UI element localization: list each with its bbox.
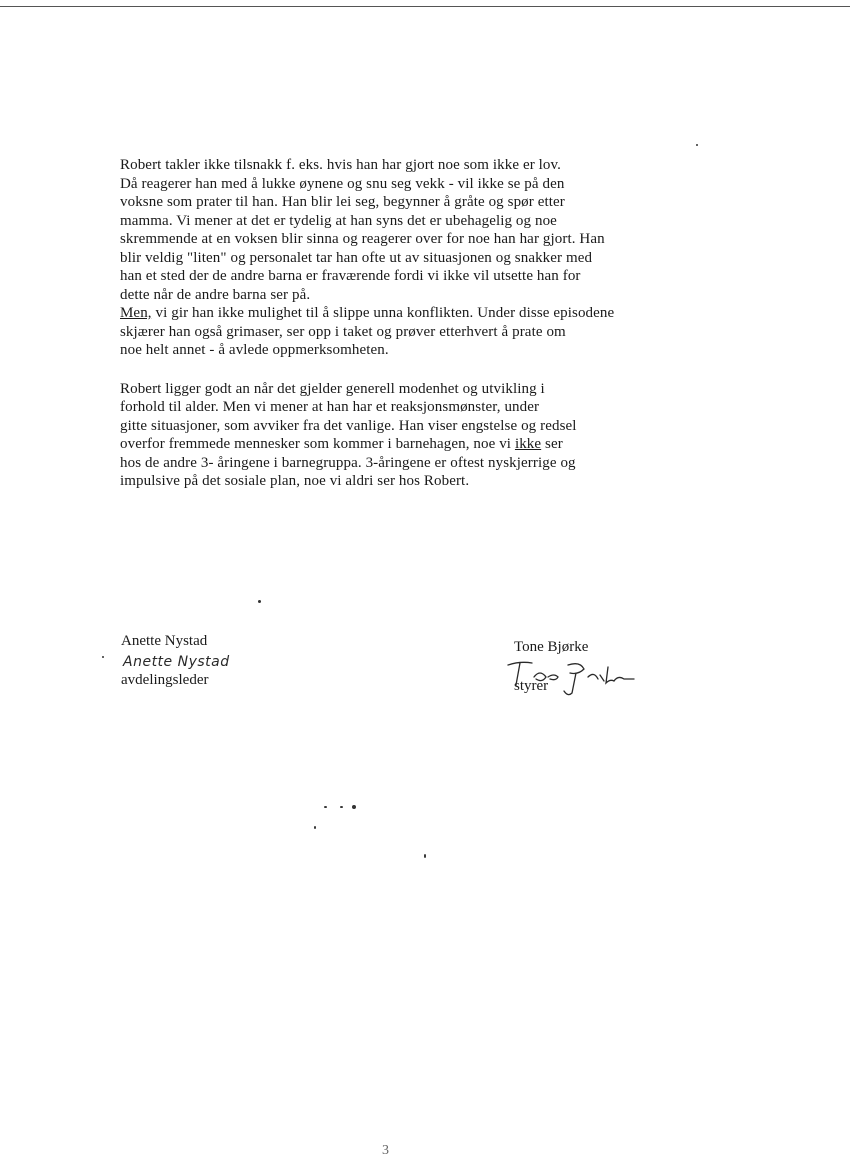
- text-span: ser: [541, 436, 563, 452]
- letter-body: [120, 156, 770, 491]
- underlined-word: ikke: [514, 436, 542, 452]
- handwritten-signature-mark: [500, 655, 650, 700]
- handwritten-signature: Anette Nystad: [123, 653, 230, 670]
- scan-speck: [424, 854, 426, 858]
- text-line: hos de andre 3- åringene i barnegruppa. 3-åringene er oftest nyskjerrige og: [120, 454, 576, 471]
- text-line: [120, 435, 770, 454]
- text-line: noe helt annet - å avlede oppmerksomheten.: [120, 342, 389, 358]
- text-line: skjærer han også grimaser, ser opp i taket og prøver etterhvert å prate om: [120, 323, 566, 340]
- text-span: overfor fremmede mennesker som kommer i barnehagen, noe vi: [120, 436, 515, 452]
- text-line: skremmende at en voksen blir sinna og reagerer over for noe han har gjort. Han: [120, 231, 605, 247]
- text-line: dette når de andre barna ser på.: [120, 286, 311, 303]
- text-line: Robert takler ikke tilsnakk f. eks. hvis han har gjort noe som ikke er lov.: [120, 157, 562, 173]
- scan-speck: [314, 826, 316, 829]
- signer-name: Anette Nystad: [121, 633, 208, 649]
- page-number: 3: [382, 1143, 389, 1158]
- paragraph-gap: [120, 360, 770, 380]
- text-line: [120, 304, 770, 323]
- signer-title: styrer: [514, 677, 549, 694]
- text-span: vi gir han ikke mulighet til å slippe unna konflikten. Under disse episodene: [151, 305, 615, 321]
- scan-speck: [340, 806, 343, 808]
- text-line: Robert ligger godt an når det gjelder generell modenhet og utvikling i: [120, 380, 545, 397]
- scan-speck: [352, 805, 356, 809]
- text-line: Då reagerer han med å lukke øynene og snu seg vekk - vil ikke se på den: [120, 175, 565, 192]
- text-line: voksne som prater til han. Han blir lei seg, begynner å gråte og spør etter: [120, 194, 565, 210]
- scan-edge-line: [0, 0, 850, 7]
- text-line: blir veldig "liten" og personalet tar han ofte ut av situasjonen og snakker med: [120, 249, 593, 266]
- scan-speck: [324, 806, 327, 808]
- scan-speck: [102, 656, 104, 658]
- scan-speck: [258, 600, 261, 603]
- signer-title: avdelingsleder: [121, 672, 209, 688]
- signature-left: [121, 632, 230, 690]
- text-line: forhold til alder. Men vi mener at han har et reaksjonsmønster, under: [120, 399, 540, 415]
- signer-name: Tone Bjørke: [514, 639, 589, 655]
- text-line: mamma. Vi mener at det er tydelig at han syns det er ubehagelig og noe: [120, 212, 557, 229]
- text-line: han et sted der de andre barna er fraværende fordi vi ikke vil utsette han for: [120, 268, 581, 284]
- text-line: impulsive på det sosiale plan, noe vi aldri ser hos Robert.: [120, 473, 470, 489]
- scan-speck: [696, 144, 698, 146]
- underlined-word: Men,: [120, 305, 152, 321]
- text-line: gitte situasjoner, som avviker fra det vanlige. Han viser engstelse og redsel: [120, 417, 577, 434]
